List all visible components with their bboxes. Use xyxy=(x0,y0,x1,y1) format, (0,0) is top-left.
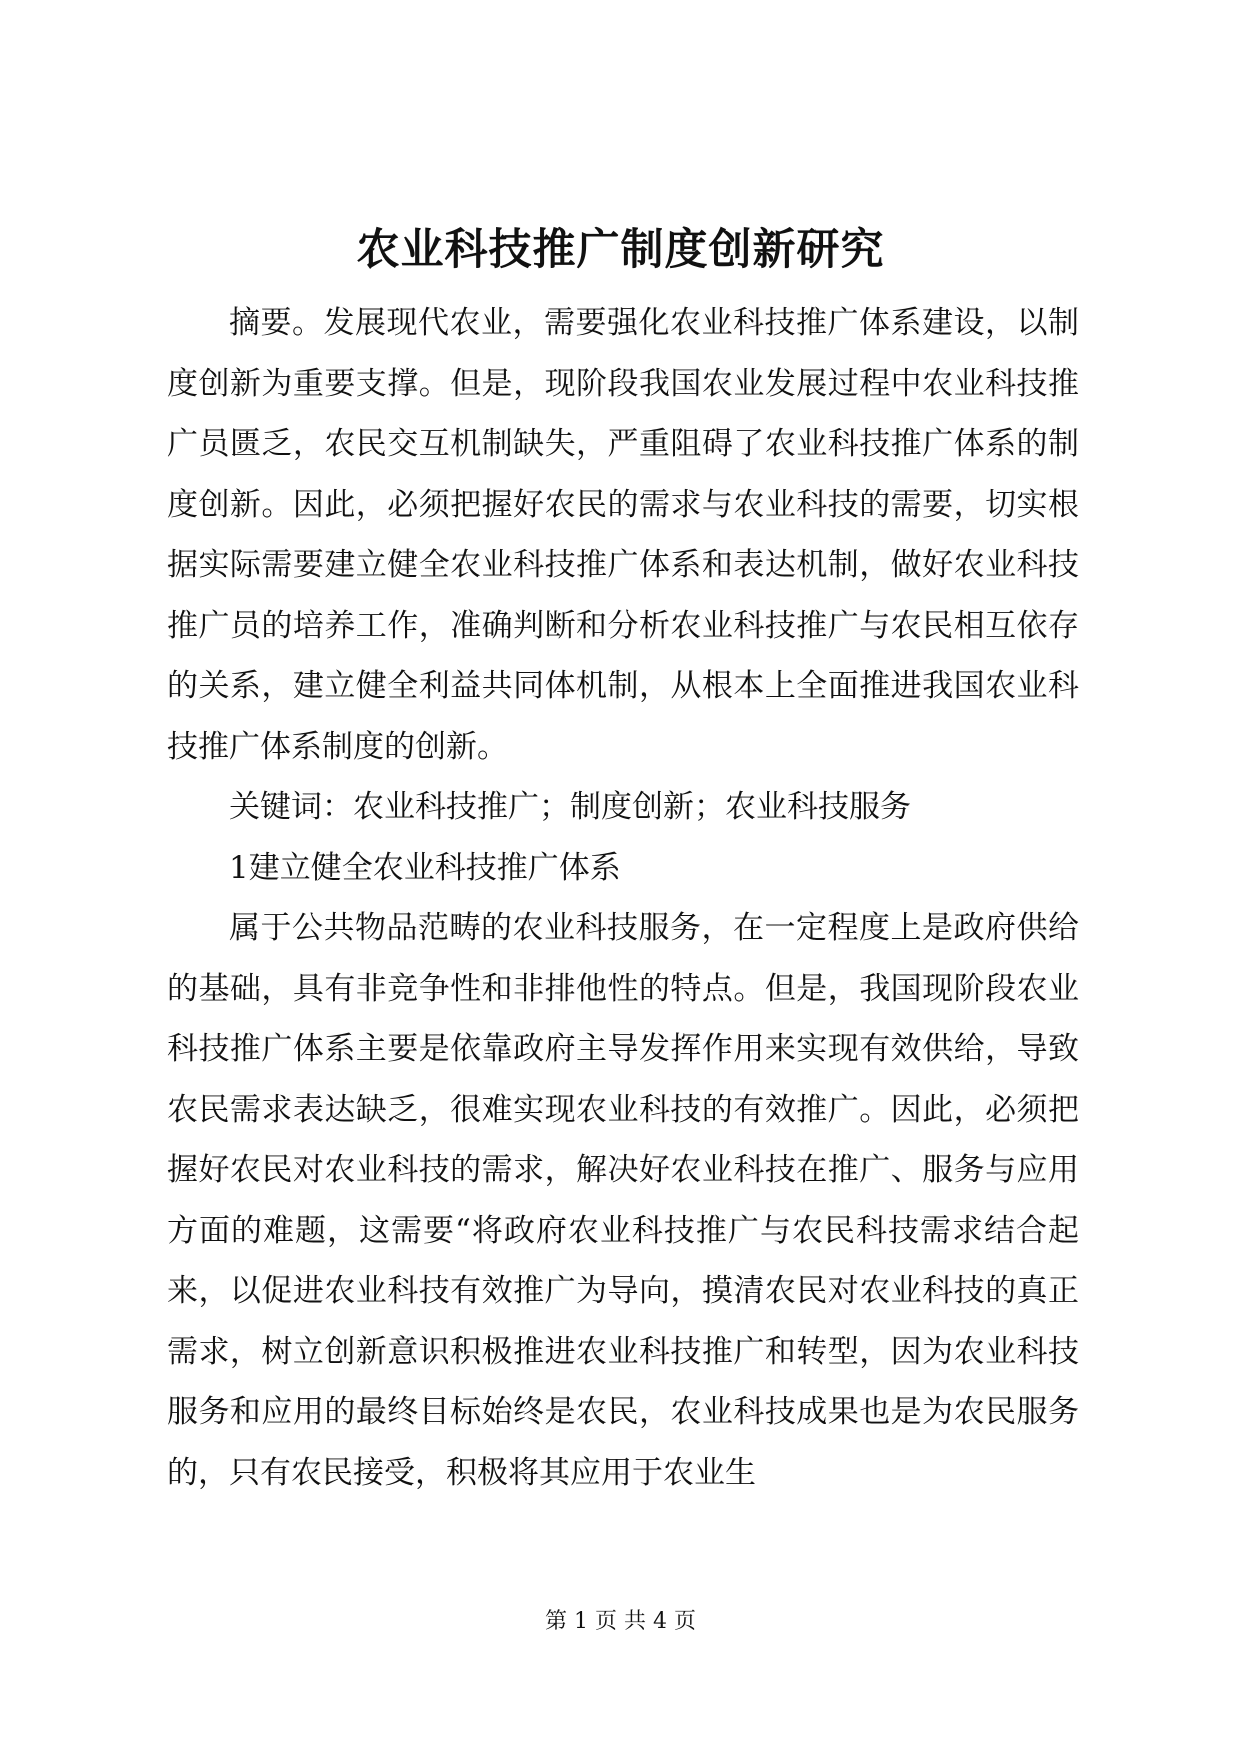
page-number-footer: 第 1 页 共 4 页 xyxy=(545,1609,696,1634)
keywords-paragraph: 关键词：农业科技推广；制度创新；农业科技服务 xyxy=(229,789,911,825)
body-paragraph: 属于公共物品范畴的农业科技服务，在一定程度上是政府供给的基础，具有非竞争性和非排他性的特点。但是，我国现阶段农业科技推广体系主要是依靠政府主导发挥作用来实现有效供给，导致农民需求表达缺乏，很难实现农业科技的有效推广。因此，必须把握好农民对农业科技的需求，解决好农业科技在推广、服务与应用方面的难题，这需要“将政府农业科技推广与农民科技需求结合起来，以促进农业科技有效推广为导向，摸清农民对农业科技的真正需求，树立创新意识积极推进农业科技推广和转型，因为农业科技服务和应用的最终目标始终是农民，农业科技成果也是为农民服务的，只有农民接受，积极将其应用于农业生 xyxy=(167,910,1079,1491)
abstract-paragraph: 摘要。发展现代农业，需要强化农业科技推广体系建设，以制度创新为重要支撑。但是，现阶段我国农业发展过程中农业科技推广员匮乏，农民交互机制缺失，严重阻碍了农业科技推广体系的制度创新。因此，必须把握好农民的需求与农业科技的需要，切实根据实际需要建立健全农业科技推广体系和表达机制，做好农业科技推广员的培养工作，准确判断和分析农业科技推广与农民相互依存的关系，建立健全利益共同体机制，从根本上全面推进我国农业科技推广体系制度的创新。 xyxy=(167,305,1079,765)
section-heading: 1建立健全农业科技推广体系 xyxy=(229,849,621,886)
document-title: 农业科技推广制度创新研究 xyxy=(356,225,885,275)
document-body xyxy=(167,293,1079,1503)
